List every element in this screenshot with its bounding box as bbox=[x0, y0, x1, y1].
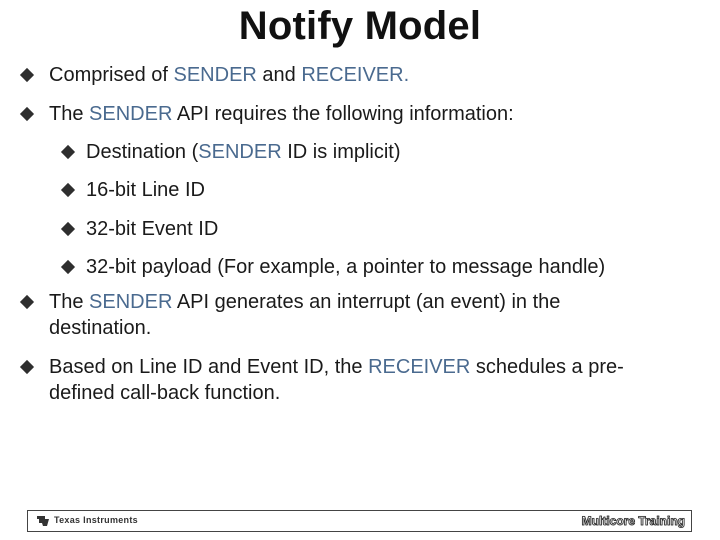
sub-bullet-item: 16-bit Line ID bbox=[86, 179, 205, 201]
bullet-diamond-icon bbox=[20, 68, 34, 82]
sub-bullet-item: 32-bit Event ID bbox=[86, 218, 219, 240]
sub-bullet-item: Destination (SENDER ID is implicit) bbox=[86, 141, 401, 163]
footer-company-label: Texas Instruments bbox=[54, 515, 138, 525]
ti-logo-icon bbox=[36, 515, 50, 527]
sub-bullet-diamond-icon bbox=[61, 183, 75, 197]
bullet-diamond-icon bbox=[20, 295, 34, 309]
footer-course-label: Multicore Training bbox=[581, 514, 685, 528]
sub-bullet-diamond-icon bbox=[61, 145, 75, 159]
bullet-diamond-icon bbox=[20, 360, 34, 374]
bullet-item: The SENDER API requires the following information: bbox=[49, 103, 514, 125]
bullet-item: Comprised of SENDER and RECEIVER. bbox=[49, 64, 410, 86]
bullet-item: Based on Line ID and Event ID, the RECEIVER schedules a pre- defined call-back function. bbox=[49, 356, 624, 404]
sub-bullet-diamond-icon bbox=[61, 260, 75, 274]
sub-bullet-diamond-icon bbox=[61, 222, 75, 236]
footer-bar bbox=[27, 510, 692, 532]
sub-bullet-item: 32-bit payload (For example, a pointer to message handle) bbox=[86, 256, 606, 278]
bullet-diamond-icon bbox=[20, 107, 34, 121]
slide-title: Notify Model bbox=[238, 4, 482, 48]
bullet-item: The SENDER API generates an interrupt (an event) in the destination. bbox=[49, 291, 561, 339]
